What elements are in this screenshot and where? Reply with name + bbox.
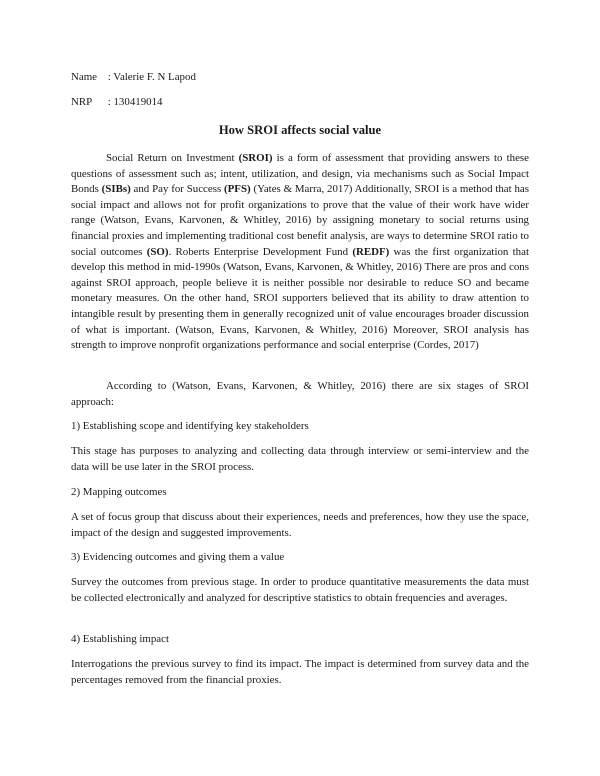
stage-1-body: This stage has purposes to analyzing and collecting data through interview or semi-interview and the data will be use later in the SROI process.	[71, 445, 529, 473]
intro-text-3: and Pay for Success	[130, 183, 225, 196]
stage-2-body: A set of focus group that discuss about their experiences, needs and preferences, how they use the space, impact of the design and suggested improvements.	[71, 511, 529, 539]
intro-text-5: . Roberts Enterprise Development Fund	[168, 245, 353, 258]
stages-intro-paragraph: According to (Watson, Evans, Karvonen, & Whitley, 2016) there are six stages of SROI approach:	[71, 380, 529, 408]
intro-bold-so: (SO)	[146, 245, 169, 258]
stage-4-heading: 4) Establishing impact	[71, 633, 169, 645]
name-value: : Valerie F. N Lapod	[107, 71, 196, 83]
document-title: How SROI affects social value	[218, 123, 382, 137]
stage-4-body: Interrogations the previous survey to find its impact. The impact is determined from survey data and the percentages removed from the financial proxies.	[71, 658, 529, 686]
intro-paragraph	[71, 151, 529, 354]
intro-text-4: (Yates & Marra, 2017) Additionally, SROI is a method that has social impact and allows not for profit organizations to prove that the value of their work have wider range (Watson, Evans, Karvonen, & Whitley, 2016) by assigning monetary to social returns using financial proxies and implementing traditional cost benefit analysis, are ways to determine SROI ratio to social outcomes	[71, 183, 529, 258]
intro-text-1: Social Return on Investment	[106, 152, 239, 164]
nrp-value: : 130419014	[107, 96, 163, 108]
intro-text-6: was the first organization that develop this method in mid-1990s (Watson, Evans, Karvonen, & Whitley, 2016) There are pros and cons against SROI approach, people believe it is neither possible nor desirable to reduce SO and became monetary measures. On the other hand, SROI supporters believed that its ability to draw attention to intangible result by presenting them in generally recognized unit of value encourages broader discussion of what is important. (Watson, Evans, Karvonen, & Whitley, 2016) Moreover, SROI analysis has strength to improve nonprofit organizations performance and social enterprise (Cordes, 2017)	[71, 245, 529, 352]
intro-bold-pfs: (PFS)	[224, 183, 251, 196]
stage-3-body: Survey the outcomes from previous stage. In order to produce quantitative measurements the data must be collected electronically and analyzed for descriptive statistics to obtain frequencies and averages.	[71, 576, 529, 604]
name-label: Name	[71, 71, 98, 83]
intro-bold-sibs: (SIBs)	[101, 183, 131, 196]
nrp-label: NRP	[71, 96, 93, 108]
intro-text-2: is a form of assessment that providing answers to these questions of assessment such as; intent, utilization, and design, via mechanisms such as Social Impact Bonds	[71, 152, 529, 196]
stage-2-heading: 2) Mapping outcomes	[71, 486, 167, 498]
stage-1-heading: 1) Establishing scope and identifying key stakeholders	[71, 420, 309, 432]
intro-bold-redf: (REDF)	[352, 245, 390, 258]
stage-3-heading: 3) Evidencing outcomes and giving them a value	[71, 551, 285, 563]
nrp-line	[71, 95, 163, 111]
name-line	[71, 70, 196, 86]
intro-bold-sroi: (SROI)	[238, 152, 273, 164]
